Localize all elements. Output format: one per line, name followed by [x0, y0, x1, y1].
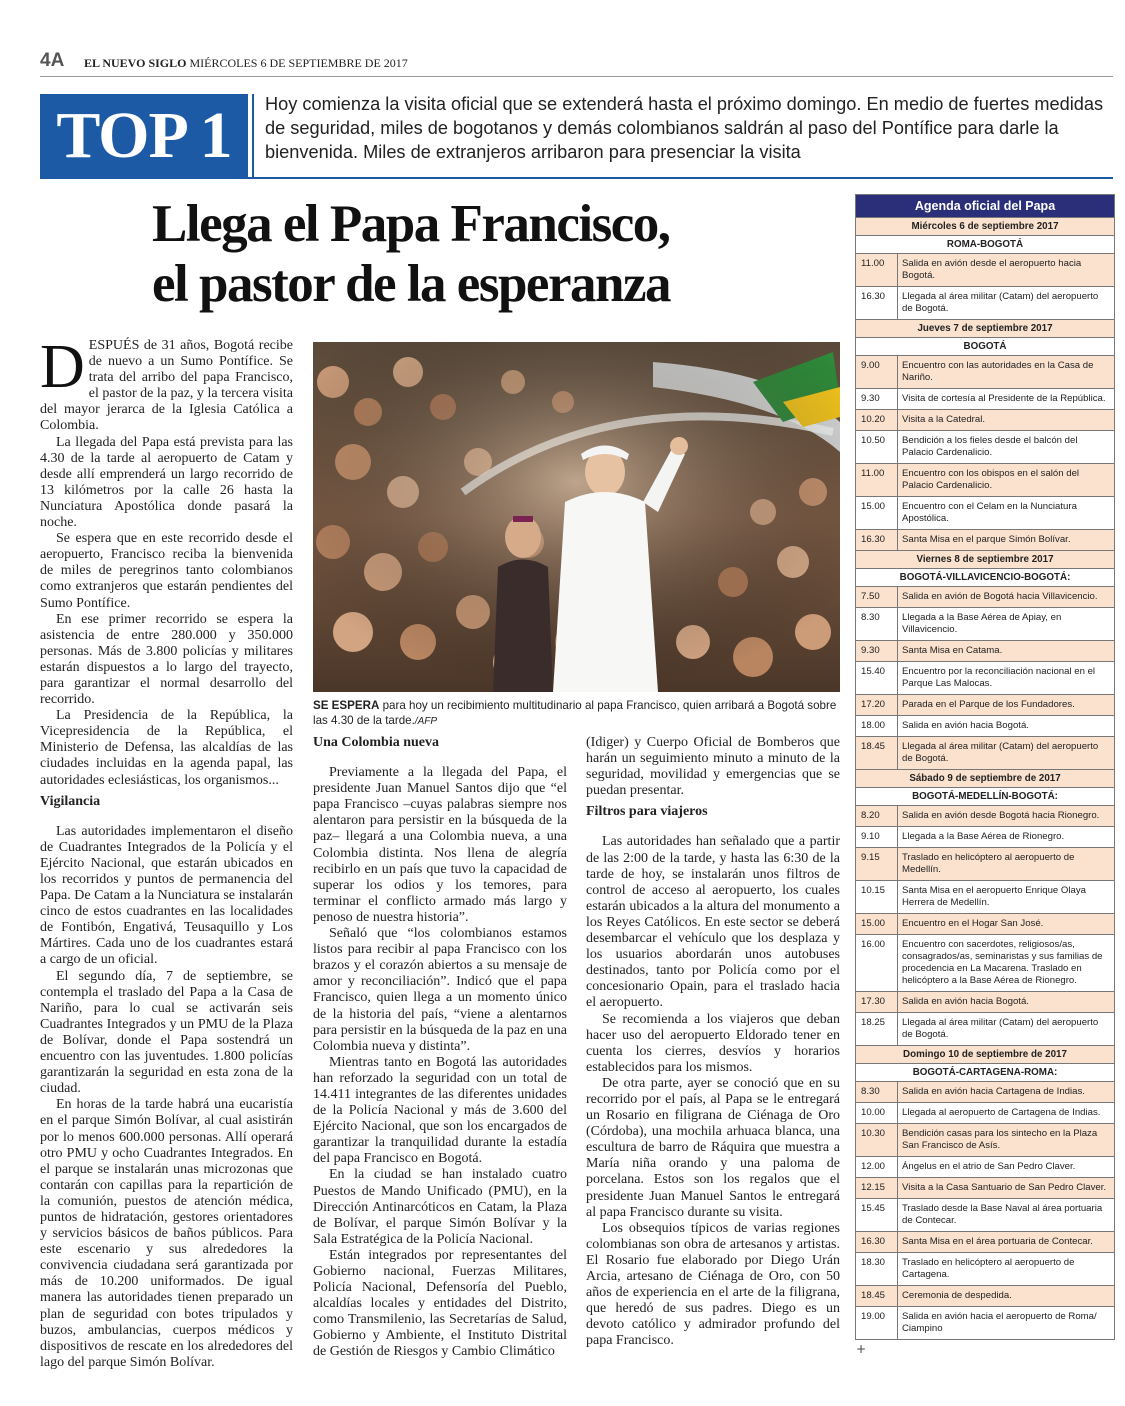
- paper-name: EL NUEVO SIGLO: [84, 56, 187, 70]
- article-paragraph: De otra parte, ayer se conoció que en su recorrido por el país, al Papa se le entregará un Rosario en filigrana de Ciénaga de Oro (Córdoba), una mochila arhuaca blanca, una escultura de barro de Ráquira que muestra a María niña orando y una paloma de porcelana. Estos son los regalos que el presidente Juan Manuel Santos le entregará al papa Francisco durante su visita.: [586, 1075, 840, 1220]
- article-column-2: [313, 735, 567, 1361]
- article-column-1: [40, 333, 293, 1371]
- article-paragraph: La llegada del Papa está prevista para las 4.30 de la tarde al aeropuerto de Catam y desde allí emprenderá un largo recorrido de 13 kilómetros por la calle 26 hasta la Nunciatura Apostólica donde pasará la noche.: [40, 434, 293, 531]
- agenda-time: 10.30: [861, 1128, 886, 1139]
- agenda-day-header: Viernes 8 de septiembre 2017: [856, 550, 1114, 568]
- agenda-row: [856, 1081, 1114, 1102]
- agenda-time: 12.15: [861, 1182, 886, 1193]
- agenda-row: [856, 1102, 1114, 1123]
- agenda-event: Encuentro por la reconciliación nacional en el Parque Las Malocas.: [897, 662, 1114, 694]
- agenda-row: [856, 736, 1114, 769]
- agenda-event: Encuentro en el Hogar San José.: [897, 914, 1114, 934]
- agenda-event: Salida en avión hacia Bogotá.: [897, 992, 1114, 1012]
- agenda-time: 9.30: [861, 393, 880, 404]
- agenda-time: 7.50: [861, 591, 880, 602]
- agenda-row: [856, 715, 1114, 736]
- agenda-event: Encuentro con los obispos en el salón del Palacio Cardenalicio.: [897, 464, 1114, 496]
- article-paragraph: Están integrados por representantes del Gobierno nacional, Fuerzas Militares, Policía Nacional, Defensoría del Pueblo, alcaldías locales y entidades del Distrito, como Transmilenio, las Secretarías de Salud, Gobierno y Ambiente, el Instituto Distrital de Gestión de Riesgos y Cambio Climático: [313, 1247, 567, 1360]
- agenda-event: Llegada a la Base Aérea de Apiay, en Villavicencio.: [897, 608, 1114, 640]
- agenda-row: [856, 991, 1114, 1012]
- agenda-event: Bendición a los fieles desde el balcón del Palacio Cardenalicio.: [897, 431, 1114, 463]
- agenda-route: BOGOTÁ-MEDELLÍN-BOGOTÁ:: [856, 787, 1114, 805]
- agenda-time: 10.50: [861, 435, 886, 446]
- pope-crowd-photo: [313, 342, 840, 692]
- agenda-row: [856, 1198, 1114, 1231]
- agenda-event: Traslado en helicóptero al aeropuerto de Cartagena.: [897, 1253, 1114, 1285]
- article-column-3: [586, 735, 840, 1349]
- agenda-row: [856, 1285, 1114, 1306]
- agenda-event: Ceremonia de despedida.: [897, 1286, 1114, 1306]
- agenda-event: Parada en el Parque de los Fundadores.: [897, 695, 1114, 715]
- agenda-event: Llegada al área militar (Catam) del aeropuerto de Bogotá.: [897, 737, 1114, 769]
- issue-date: MIÉRCOLES 6 DE SEPTIEMBRE DE 2017: [189, 56, 408, 70]
- agenda-event: Encuentro con el Celam en la Nunciatura Apostólica.: [897, 497, 1114, 529]
- agenda-event: Salida en avión hacia Bogotá.: [897, 716, 1114, 736]
- agenda-row: [856, 694, 1114, 715]
- photo-credit: /AFP: [414, 716, 438, 727]
- agenda-event: Visita de cortesía al Presidente de la República.: [897, 389, 1114, 409]
- top-deck-text: Hoy comienza la visita oficial que se extenderá hasta el próximo domingo. En medio de fuertes medidas de seguridad, miles de bogotanos y demás colombianos saldrán al paso del Pontífice para darle la bienvenida. Miles de extranjeros arribaron para presenciar la visita: [265, 94, 1104, 162]
- agenda-row: [856, 409, 1114, 430]
- agenda-time: 15.00: [861, 918, 886, 929]
- agenda-row: [856, 826, 1114, 847]
- agenda-row: [856, 640, 1114, 661]
- header-rule: [40, 76, 1113, 77]
- article-paragraph: En horas de la tarde habrá una eucaristía en el parque Simón Bolívar, al cual asistirán por lo menos 600.000 personas. Allí operará otro PMU y ocho Cuadrantes Integrados. En el parque se instalarán unas microzonas que contarán con capillas para la repartición de la comunión, puestos de atención médica, puntos de hidratación, gestores orientadores y servicios básicos de baños públicos. Para este escenario y sus alrededores la convivencia ciudadana será garantizada por más de 10.200 uniformados. De igual manera las autoridades tienen preparado un plan de seguridad con botes tripulados y buzos, ambulancias, cuerpos médicos y dispositivos de rescate en los alrededores del lago del parque Simón Bolívar.: [40, 1097, 293, 1370]
- agenda-time: 15.40: [861, 666, 886, 677]
- agenda-row: [856, 1177, 1114, 1198]
- agenda-time: 8.30: [861, 1086, 880, 1097]
- subhead-filtros: Filtros para viajeros: [586, 804, 708, 820]
- agenda-row: [856, 388, 1114, 409]
- caption-lead: SE ESPERA: [313, 699, 380, 712]
- agenda-event: Llegada a la Base Aérea de Rionegro.: [897, 827, 1114, 847]
- agenda-day-header: Domingo 10 de septiembre de 2017: [856, 1045, 1114, 1063]
- agenda-time: 19.00: [861, 1311, 886, 1322]
- agenda-time: 18.45: [861, 1290, 886, 1301]
- plus-mark: +: [856, 1342, 867, 1356]
- agenda-time: 17.30: [861, 996, 886, 1007]
- agenda-route: ROMA-BOGOTÁ: [856, 235, 1114, 253]
- agenda-time: 8.20: [861, 810, 880, 821]
- agenda-time: 9.30: [861, 645, 880, 656]
- agenda-event: Salida en avión de Bogotá hacia Villavicencio.: [897, 587, 1114, 607]
- agenda-time: 9.15: [861, 852, 880, 863]
- article-paragraph: Mientras tanto en Bogotá las autoridades han reforzado la seguridad con un total de 14.411 integrantes de las diferentes unidades de la Policía Nacional y más de 3.600 del Ejército Nacional, que son los encargados de garantizar la tranquilidad durante la estadía del papa Francisco en Bogotá.: [313, 1054, 567, 1167]
- agenda-time: 10.20: [861, 414, 886, 425]
- agenda-row: [856, 1252, 1114, 1285]
- agenda-route: BOGOTÁ-VILLAVICENCIO-BOGOTÁ:: [856, 568, 1114, 586]
- agenda-event: Santa Misa en Catama.: [897, 641, 1114, 661]
- agenda-row: [856, 1231, 1114, 1252]
- agenda-event: Salida en avión hacia el aeropuerto de Roma/ Ciampino: [897, 1307, 1114, 1339]
- agenda-time: 16.30: [861, 1236, 886, 1247]
- agenda-event: Encuentro con las autoridades en la Casa de Nariño.: [897, 356, 1114, 388]
- article-paragraph: (Idiger) y Cuerpo Oficial de Bomberos que harán un seguimiento minuto a minuto de la seguridad, movilidad y emergencias que se puedan presentar.: [586, 735, 840, 799]
- agenda-time: 12.00: [861, 1161, 886, 1172]
- agenda-row: [856, 934, 1114, 991]
- agenda-event: Salida en avión desde Bogotá hacia Rionegro.: [897, 806, 1114, 826]
- agenda-time: 16.30: [861, 534, 886, 545]
- photo-illustration: [313, 342, 840, 692]
- agenda-time: 8.30: [861, 612, 880, 623]
- agenda-box: [855, 194, 1115, 1340]
- article-paragraph: Se espera que en este recorrido desde el aeropuerto, Francisco reciba la bienvenida de miles de peregrinos tanto colombianos como extranjeros que estarán pendientes del Sumo Pontífice.: [40, 531, 293, 611]
- top-badge-rule: [252, 94, 254, 178]
- agenda-time: 16.30: [861, 291, 886, 302]
- agenda-event: Llegada al aeropuerto de Cartagena de Indias.: [897, 1103, 1114, 1123]
- agenda-time: 11.00: [861, 258, 885, 269]
- agenda-event: Santa Misa en el aeropuerto Enrique Olaya Herrera de Medellín.: [897, 881, 1114, 913]
- agenda-row: [856, 607, 1114, 640]
- agenda-day-header: Miércoles 6 de septiembre 2017: [856, 217, 1114, 235]
- agenda-event: Encuentro con sacerdotes, religiosos/as, consagrados/as, seminaristas y sus familias de procedencia en La Macarena. Traslado en helicóptero a la Base Aérea de Rionegro.: [897, 935, 1114, 991]
- agenda-time: 16.00: [861, 939, 886, 950]
- article-paragraph: Previamente a la llegada del Papa, el presidente Juan Manuel Santos dijo que “el papa Francisco –cuyas palabras siempre nos alentaron para persistir en la búsqueda de la paz– llegará a una Colombia nueva, a una Colombia distinta. Nos llena de alegría recibirlo en un país que tuvo la capacidad de superar los odios y los temores, para terminar el conflicto armado más largo y penoso de nuestra historia”.: [313, 765, 567, 925]
- paragraph-text: ESPUÉS de 31 años, Bogotá recibe de nuevo a un Sumo Pontífice. Se trata del arribo del papa Francisco, el pastor de la paz, y la tercera visita del mayor jerarca de la Iglesia Católica a Colombia.: [40, 338, 293, 434]
- agenda-event: Salida en avión hacia Cartagena de Indias.: [897, 1082, 1114, 1102]
- agenda-time: 18.25: [861, 1017, 886, 1028]
- agenda-event: Traslado en helicóptero al aeropuerto de Medellín.: [897, 848, 1114, 880]
- caption-text: para hoy un recibimiento multitudinario al papa Francisco, quien arribará a Bogotá sobre las 4.30 de la tarde.: [313, 699, 837, 727]
- agenda-route: BOGOTÁ: [856, 337, 1114, 355]
- agenda-event: Visita a la Catedral.: [897, 410, 1114, 430]
- agenda-row: [856, 463, 1114, 496]
- agenda-route: BOGOTÁ-CARTAGENA-ROMA:: [856, 1063, 1114, 1081]
- agenda-time: 9.10: [861, 831, 880, 842]
- agenda-row: [856, 1306, 1114, 1339]
- agenda-day-header: Jueves 7 de septiembre 2017: [856, 319, 1114, 337]
- agenda-row: [856, 805, 1114, 826]
- agenda-time: 15.45: [861, 1203, 886, 1214]
- agenda-time: 11.00: [861, 468, 885, 479]
- article-paragraph: [40, 333, 293, 435]
- agenda-body: [856, 217, 1114, 1339]
- agenda-row: [856, 430, 1114, 463]
- article-paragraph: Las autoridades implementaron el diseño de Cuadrantes Integrados de la Policía y el Ejército Nacional, que estarán ubicados en los recorridos y puntos de permanencia del Papa. De Catam a la Nunciatura se instalarán cinco de estos cuadrantes en las localidades de Fontibón, Engativá, Teusaquillo y Los Mártires. Cada uno de los cuadrantes estará a cargo de un oficial.: [40, 823, 293, 968]
- agenda-event: Traslado desde la Base Naval al área portuaria de Contecar.: [897, 1199, 1114, 1231]
- agenda-row: [856, 496, 1114, 529]
- article-paragraph: El segundo día, 7 de septiembre, se contempla el traslado del Papa a la Casa de Nariño, para lo cual se activarán seis Cuadrantes Integrados y un PMU de la Plaza de Bolívar, donde el Papa sostendrá un encuentro con las juventudes. 1.800 policías garantizarán la seguridad en esta zona de la ciudad.: [40, 968, 293, 1097]
- agenda-time: 9.00: [861, 360, 880, 371]
- agenda-time: 10.15: [861, 885, 886, 896]
- agenda-event: Visita a la Casa Santuario de San Pedro Claver.: [897, 1178, 1114, 1198]
- photo-caption: [313, 698, 840, 729]
- article-paragraph: En ese primer recorrido se espera la asistencia de entre 280.000 y 350.000 personas. Más de 3.800 policías y militares estarán dispuestos a lo largo del trayecto, para garantizar el normal desarrollo del recorrido.: [40, 611, 293, 708]
- page-number: 4A: [40, 50, 65, 71]
- agenda-event: Santa Misa en el parque Simón Bolívar.: [897, 530, 1114, 550]
- article-paragraph: Las autoridades han señalado que a partir de las 2:00 de la tarde, y hasta las 6:30 de la tarde de hoy, se instalarán unos filtros de control de acceso al aeropuerto, los cuales estarán ubicados a la altura del monumento a los Reyes Católicos. En este sector se deberá desembarcar el vehículo que los desplaza y los usuarios abordarán unos autobuses destinados, tanto por Policía como por el concesionario Opain, para el traslado hacia el aeropuerto.: [586, 834, 840, 1011]
- headline-line-2: el pastor de la esperanza: [152, 255, 670, 313]
- agenda-row: [856, 913, 1114, 934]
- agenda-event: Bendición casas para los sintecho en la Plaza San Francisco de Asís.: [897, 1124, 1114, 1156]
- article-paragraph: En la ciudad se han instalado cuatro Puestos de Mando Unificado (PMU), en la Dirección Antinarcóticos en Catam, la Plaza de Bolívar, el parque Simón Bolívar y la Sala Estratégica de la Policía Nacional.: [313, 1167, 567, 1247]
- agenda-time: 17.20: [861, 699, 886, 710]
- agenda-event: Salida en avión desde el aeropuerto hacia Bogotá.: [897, 254, 1114, 286]
- agenda-time: 15.00: [861, 501, 886, 512]
- agenda-row: [856, 286, 1114, 319]
- agenda-row: [856, 847, 1114, 880]
- masthead: [84, 56, 408, 71]
- agenda-row: [856, 880, 1114, 913]
- top-banner-rule: [40, 177, 1113, 179]
- top-badge-label: TOP 1: [56, 99, 232, 172]
- agenda-time: 18.00: [861, 720, 886, 731]
- article-paragraph: La Presidencia de la República, la Vicepresidencia de la República, el Ministerio de Defensa, las alcaldías de las ciudades incluidas en la agenda papal, las autoridades eclesiásticas, los organismos...: [40, 708, 293, 788]
- agenda-event: Llegada al área militar (Catam) del aeropuerto de Bogotá.: [897, 287, 1114, 319]
- agenda-event: Ángelus en el atrio de San Pedro Claver.: [897, 1157, 1114, 1177]
- agenda-title: Agenda oficial del Papa: [856, 195, 1114, 217]
- agenda-row: [856, 586, 1114, 607]
- subhead-colombia-nueva: Una Colombia nueva: [313, 735, 440, 750]
- agenda-event: Llegada al área militar (Catam) del aeropuerto de Bogotá.: [897, 1013, 1114, 1045]
- article-paragraph: Los obsequios típicos de varias regiones colombianas son obra de artesanos y artistas. El Rosario fue elaborado por Diego Urán Arcia, artesano de Ciénaga de Oro, con 50 años de experiencia en el arte de la filigrana, que heredó de sus padres. Diego es un devoto católico y admirador profundo del papa Francisco.: [586, 1220, 840, 1349]
- drop-cap: D: [40, 333, 85, 401]
- agenda-row: [856, 1156, 1114, 1177]
- agenda-time: 18.30: [861, 1257, 886, 1268]
- agenda-time: 18.45: [861, 741, 886, 752]
- subhead-vigilancia: Vigilancia: [40, 793, 101, 809]
- agenda-row: [856, 1123, 1114, 1156]
- agenda-row: [856, 355, 1114, 388]
- agenda-row: [856, 1012, 1114, 1045]
- agenda-day-header: Sábado 9 de septiembre de 2017: [856, 769, 1114, 787]
- headline-line-1: Llega el Papa Francisco,: [152, 195, 670, 253]
- agenda-row: [856, 661, 1114, 694]
- article-paragraph: Se recomienda a los viajeros que deban hacer uso del aeropuerto Eldorado tener en cuenta los cierres, desvíos y horarios establecidos para los mismos.: [586, 1011, 840, 1075]
- agenda-event: Santa Misa en el área portuaria de Contecar.: [897, 1232, 1114, 1252]
- agenda-time: 10.00: [861, 1107, 886, 1118]
- agenda-row: [856, 529, 1114, 550]
- agenda-row: [856, 253, 1114, 286]
- headline: [152, 194, 852, 314]
- article-paragraph: Señaló que “los colombianos estamos listos para recibir al papa Francisco con los brazos y el corazón abiertos a su mensaje de amor y reconciliación”. Indicó que el papa Francisco, quien llega a un momento único de la historia del país, “viene a alentarnos para persistir en la búsqueda de la paz en una Colombia nueva y distinta”.: [313, 926, 567, 1054]
